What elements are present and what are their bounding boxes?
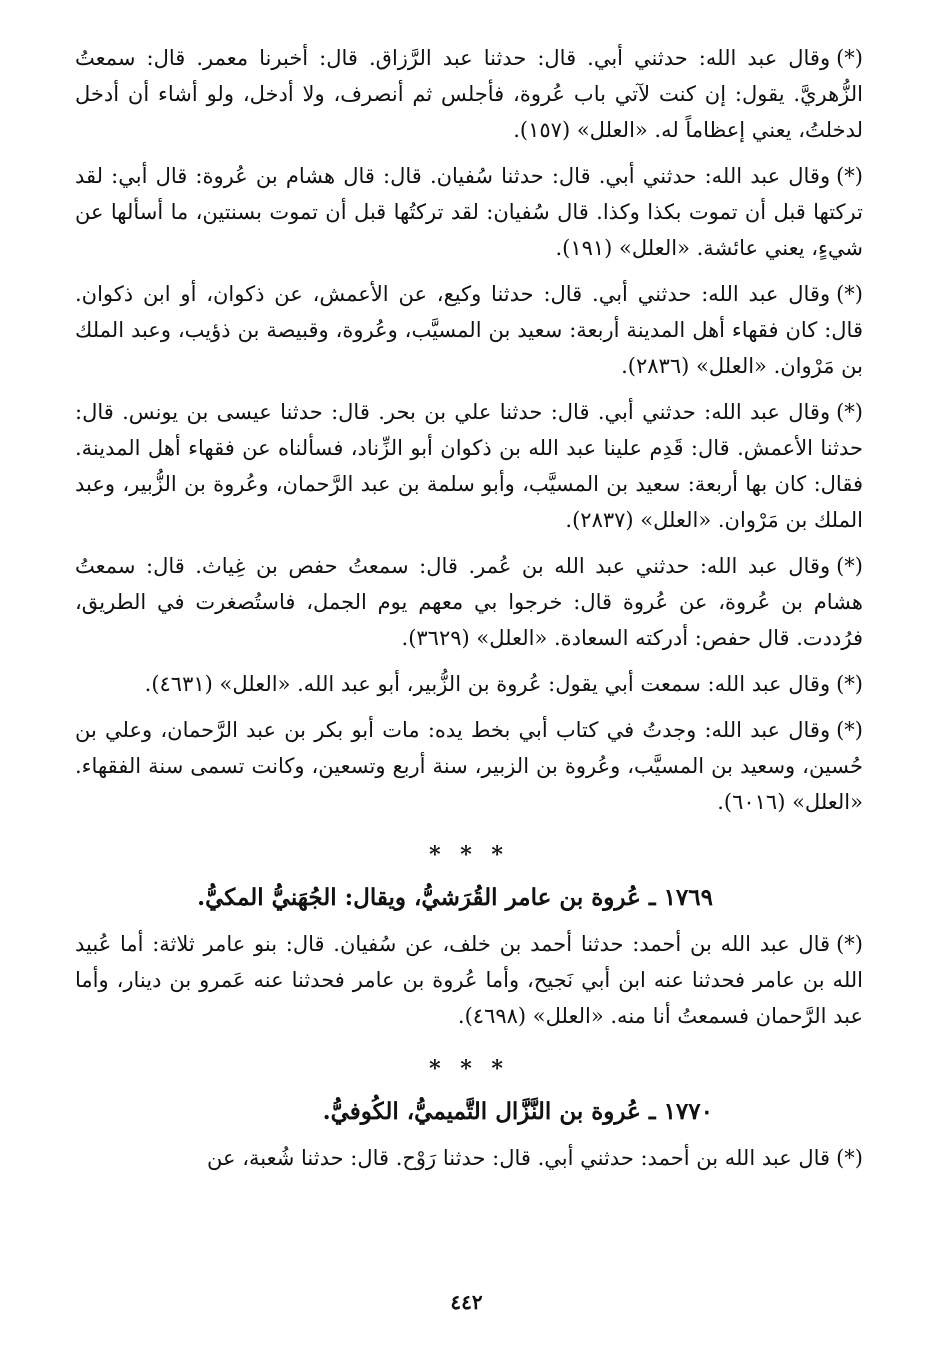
paragraph-text: وقال عبد الله: سمعت أبي يقول: عُروة بن الزُّبير، أبو عبد الله. «العلل» (٤٦٣١). bbox=[144, 672, 831, 696]
star-marker: (*) bbox=[836, 164, 863, 188]
paragraph-text: وقال عبد الله: حدثني أبي. قال: حدثنا علي بن بحر. قال: حدثنا عيسى بن يونس. قال: حدثنا الأعمش. قال: قَدِم علينا عبد الله بن ذكوان أبو الزِّناد، فسألناه عن فقهاء أهل المدينة. فقال: كان بها أربعة: سعيد بن المسيَّب، وأبو سلمة بن عبد الرَّحمان، وعُروة بن الزُّبير، وعبد الملك بن مَرْوان. «العلل» (٢٨٣٧). bbox=[75, 400, 863, 532]
star-marker: (*) bbox=[836, 672, 863, 696]
paragraph-text: وقال عبد الله: حدثني عبد الله بن عُمر. قال: سمعتُ حفص بن غِياث. قال: سمعتُ هشام بن عُروة، عن عُروة قال: خرجوا بي معهم يوم الجمل، فاستُصغرت في الطريق، فرُددت. قال حفص: أدركته السعادة. «العلل» (٣٦٢٩). bbox=[75, 554, 863, 650]
entry-text-1770 bbox=[75, 1140, 863, 1176]
paragraph-text: قال عبد الله بن أحمد: حدثنا أحمد بن خلف، عن سُفيان. قال: بنو عامر ثلاثة: أما عُبيد الله بن عامر فحدثنا عنه ابن أبي نَجيح، وأما عُروة بن عامر فحدثنا عنه عَمرو بن دينار، وأما عبد الرَّحمان فسمعتُ أنا منه. «العلل» (٤٦٩٨). bbox=[75, 932, 863, 1028]
paragraph-157 bbox=[75, 40, 863, 148]
paragraph-text: وقال عبد الله: حدثني أبي. قال: حدثنا وكيع، عن الأعمش، عن ذكوان، أو ابن ذكوان. قال: كان فقهاء أهل المدينة أربعة: سعيد بن المسيَّب، وعُروة، وقبيصة بن ذؤيب، وعبد الملك بن مَرْوان. «العلل» (٢٨٣٦). bbox=[75, 282, 863, 378]
paragraph-text: وقال عبد الله: حدثني أبي. قال: حدثنا عبد الرَّزاق. قال: أخبرنا معمر. قال: سمعتُ الزُّهريَّ. يقول: إن كنت لآتي باب عُروة، فأجلس ثم أنصرف، ولا أدخل، ولو أشاء أن أدخل لدخلتُ، يعني إعظاماً له. «العلل» (١٥٧). bbox=[75, 46, 863, 142]
page-number: ٤٤٢ bbox=[450, 1290, 483, 1314]
paragraph-2837 bbox=[75, 394, 863, 538]
entry-heading-1770: ١٧٧٠ ـ عُروة بن النَّزَّال التَّميميُّ، الكُوفيُّ. bbox=[322, 1098, 713, 1125]
paragraph-2836 bbox=[75, 276, 863, 384]
paragraph-4631 bbox=[75, 666, 863, 702]
section-separator: * * * bbox=[429, 1056, 509, 1082]
star-marker: (*) bbox=[836, 282, 863, 306]
star-marker: (*) bbox=[836, 932, 863, 956]
star-marker: (*) bbox=[836, 554, 863, 578]
paragraph-text: قال عبد الله بن أحمد: حدثني أبي. قال: حدثنا رَوْح. قال: حدثنا شُعبة، عن bbox=[207, 1146, 831, 1170]
paragraph-text: وقال عبد الله: وجدتُ في كتاب أبي بخط يده: مات أبو بكر بن عبد الرَّحمان، وعلي بن حُسين، وسعيد بن المسيَّب، وعُروة بن الزبير، سنة أربع وتسعين، وكانت تسمى سنة الفقهاء. «العلل» (٦٠١٦). bbox=[75, 718, 863, 814]
entry-text-1769 bbox=[75, 926, 863, 1034]
star-marker: (*) bbox=[836, 718, 863, 742]
paragraph-191 bbox=[75, 158, 863, 266]
star-marker: (*) bbox=[836, 1146, 863, 1170]
star-marker: (*) bbox=[836, 400, 863, 424]
paragraph-6016 bbox=[75, 712, 863, 820]
entry-heading-1769: ١٧٦٩ ـ عُروة بن عامر القُرَشيُّ، ويقال: الجُهَنيُّ المكيُّ. bbox=[197, 884, 713, 911]
star-marker: (*) bbox=[836, 46, 863, 70]
section-separator: * * * bbox=[429, 842, 509, 868]
paragraph-text: وقال عبد الله: حدثني أبي. قال: حدثنا سُفيان. قال: قال هشام بن عُروة: قال أبي: لقد تركتها قبل أن تموت بكذا وكذا. قال سُفيان: لقد تركتُها قبل أن تموت بسنتين، ما أسألها عن شيءٍ، يعني عائشة. «العلل» (١٩١). bbox=[75, 164, 863, 260]
paragraph-3629 bbox=[75, 548, 863, 656]
